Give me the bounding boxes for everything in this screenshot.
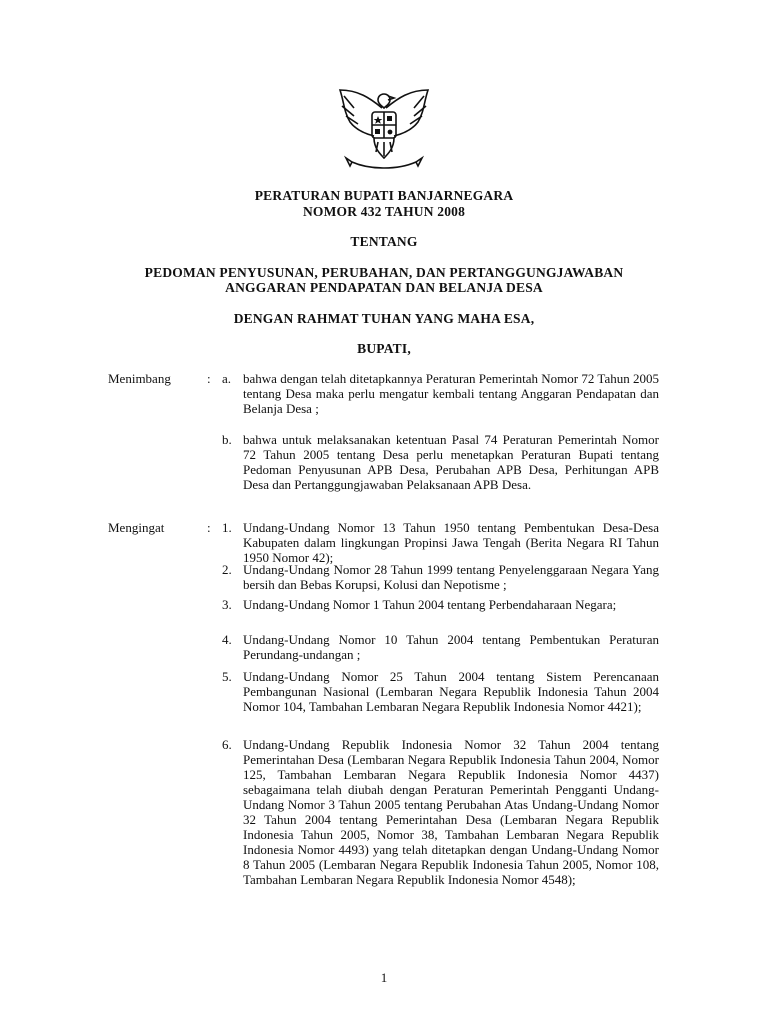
menimbang-item-text: bahwa dengan telah ditetapkannya Peraturan Pemerintah Nomor 72 Tahun 2005 tentang Desa maka perlu mengatur kembali tentang Anggaran Pendapatan dan Belanja Desa ; [243, 371, 659, 416]
mengingat-item-text: Undang-Undang Nomor 1 Tahun 2004 tentang Perbendaharaan Negara; [243, 597, 617, 612]
menimbang-item-text: bahwa untuk melaksanakan ketentuan Pasal 74 Peraturan Pemerintah Nomor 72 Tahun 2005 tentang Desa perlu menetapkan Peraturan Bupati tentang Pedoman Penyusunan APB Desa, Perubahan APB Desa, Perhitungan APB Desa dan Pertanggungjawaban Pelaksanaan APB Desa. [243, 432, 659, 492]
menimbang-label: Menimbang [108, 371, 171, 386]
mengingat-item-marker: 2. [222, 562, 232, 577]
mengingat-item-marker: 1. [222, 520, 232, 535]
menimbang-colon: : [207, 371, 211, 386]
mengingat-item-marker: 5. [222, 669, 232, 684]
menimbang-item-marker: a. [222, 371, 232, 386]
mengingat-item-text: Undang-Undang Republik Indonesia Nomor 32 Tahun 2004 tentang Pemerintahan Desa (Lembaran Negara Republik Indonesia Tahun 2004, Nomor 125, Tambahan Lembaran Negara Republik Indonesia Nomor 4437) sebagaimana telah diubah dengan Peraturan Pemerintah Pengganti Undang-Undang Nomor 3 Tahun 2005 tentang Perubahan Atas Undang-Undang Nomor 32 Tahun 2004 tentang Pemerintahan Desa (Lembaran Negara Republik Indonesia Tahun 2005, Nomor 38, Tambahan Lembaran Negara Republik Indonesia Nomor 4493) yang telah ditetapkan dengan Undang-Undang Nomor 8 Tahun 2005 (Lembaran Negara Republik Indonesia Tahun 2005, Nomor 108, Tambahan Lembaran Negara Republik Indonesia Nomor 4548); [243, 737, 659, 887]
mengingat-label: Mengingat [108, 520, 165, 535]
mengingat-item-marker: 4. [222, 632, 232, 647]
garuda-emblem-icon [330, 78, 438, 178]
mengingat-item-marker: 3. [222, 597, 232, 612]
tentang-heading: TENTANG [350, 234, 418, 249]
subject-line-1: PEDOMAN PENYUSUNAN, PERUBAHAN, DAN PERTANGGUNGJAWABAN [144, 265, 624, 280]
mengingat-item-marker: 6. [222, 737, 232, 752]
menimbang-item-marker: b. [222, 432, 232, 447]
mengingat-colon: : [207, 520, 211, 535]
mengingat-item-text: Undang-Undang Nomor 13 Tahun 1950 tentang Pembentukan Desa-Desa Kabupaten dalam lingkungan Propinsi Jawa Tengah (Berita Negara RI Tahun 1950 Nomor 42); [243, 520, 659, 565]
subject-line-2: ANGGARAN PENDAPATAN DAN BELANJA DESA [225, 280, 543, 295]
mengingat-item-text: Undang-Undang Nomor 25 Tahun 2004 tentang Sistem Perencanaan Pembangunan Nasional (Lembaran Negara Republik Indonesia Tahun 2004 Nomor 104, Tambahan Lembaran Negara Republik Indonesia Nomor 4421); [243, 669, 659, 714]
mengingat-item-text: Undang-Undang Nomor 28 Tahun 1999 tentang Penyelenggaraan Negara Yang bersih dan Bebas Korupsi, Kolusi dan Nepotisme ; [243, 562, 659, 592]
mengingat-item-text: Undang-Undang Nomor 10 Tahun 2004 tentang Pembentukan Peraturan Perundang-undangan ; [243, 632, 659, 662]
page-number: 1 [380, 970, 388, 985]
rahmat-line: DENGAN RAHMAT TUHAN YANG MAHA ESA, [233, 311, 535, 326]
regulation-number: NOMOR 432 TAHUN 2008 [302, 204, 466, 219]
regulation-title: PERATURAN BUPATI BANJARNEGARA [254, 188, 514, 203]
bupati-heading: BUPATI, [357, 341, 411, 356]
